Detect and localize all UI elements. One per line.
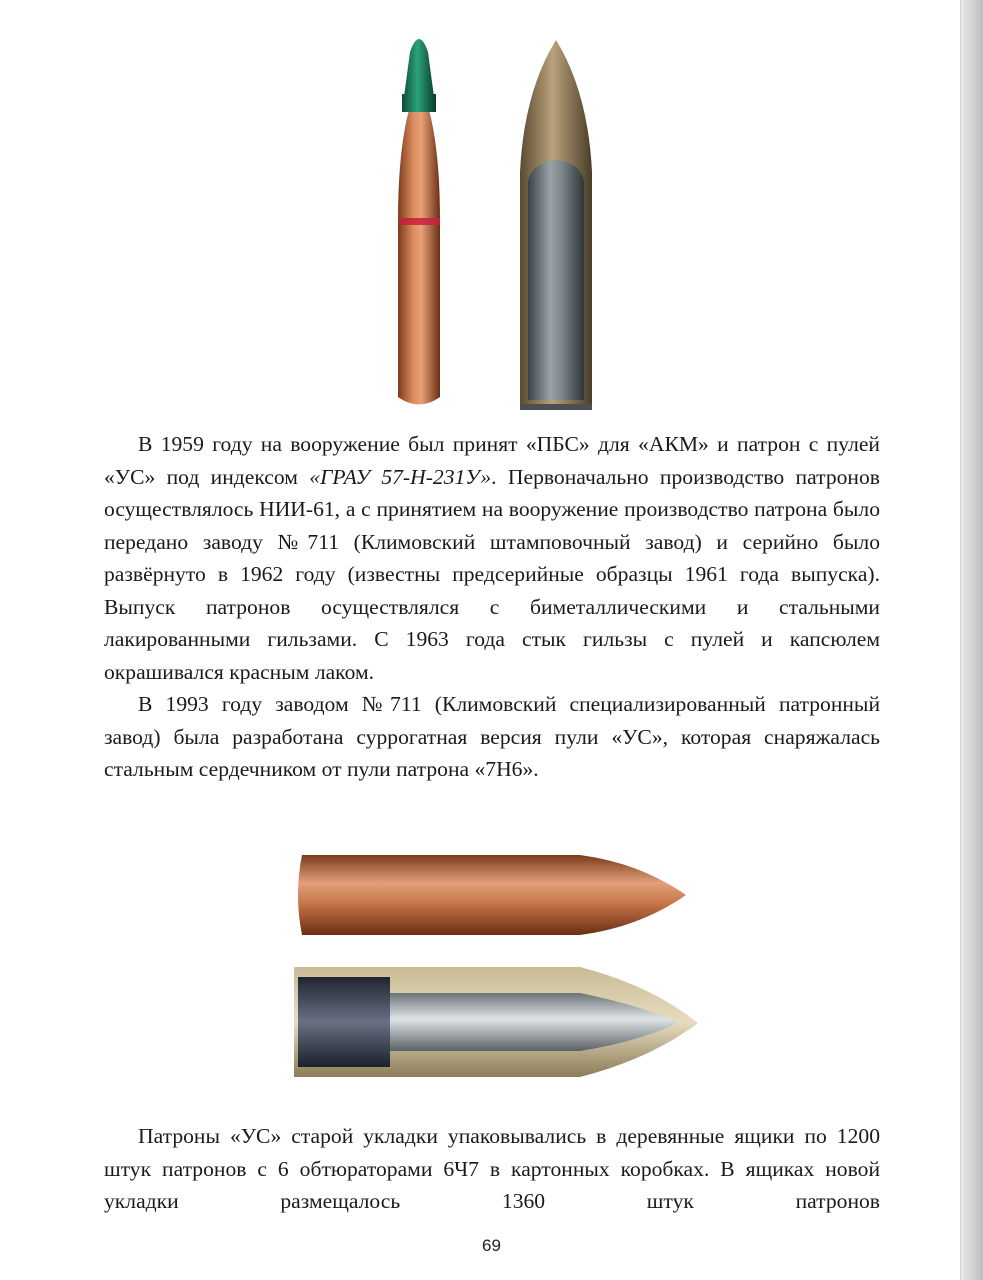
text-block-2 (104, 1120, 880, 1218)
text-block-1 (104, 428, 880, 786)
bullet-us-cutaway (520, 40, 592, 410)
page-edge (960, 0, 983, 1280)
top-bullets-image (370, 22, 610, 414)
bullet-us-whole (398, 39, 440, 405)
horizontal-bullets-image (280, 845, 700, 1100)
page-number: 69 (482, 1236, 501, 1255)
bullet-surrogate-cutaway (294, 967, 698, 1077)
bullet-surrogate-whole (298, 855, 686, 935)
paragraph-3: Патроны «УС» старой укладки упаковывались в деревянные ящики по 1200 штук патронов с 6 обтюраторами 6Ч7 в картонных коробках. В ящиках новой укладки размещалось 1360 штук патронов (104, 1124, 880, 1213)
grau-index: «ГРАУ 57-Н-231У» (309, 464, 492, 489)
paragraph-1: В 1959 году на вооружение был принят «ПБС» для «АКМ» и патрон с пулей «УС» под индексом «ГРАУ 57-Н-231У». Первоначально производство патронов осуществлялось НИИ-61, а с принятием на вооружение производство патрона было передано заводу №711 (Климовский штамповочный завод) и серийно было развёрнуто в 1962 году (известны предсерийные образцы 1961 года выпуска). Выпуск патронов осуществлялся с биметаллическими и стальными лакированными гильзами. С 1963 года стык гильзы с пулей и капсюлем окрашивался красным лаком. (104, 432, 880, 684)
paragraph-2: В 1993 году заводом №711 (Климовский специализированный патронный завод) была разработана суррогатная версия пули «УС», которая снаряжалась стальным сердечником от пули патрона «7Н6». (104, 692, 880, 781)
